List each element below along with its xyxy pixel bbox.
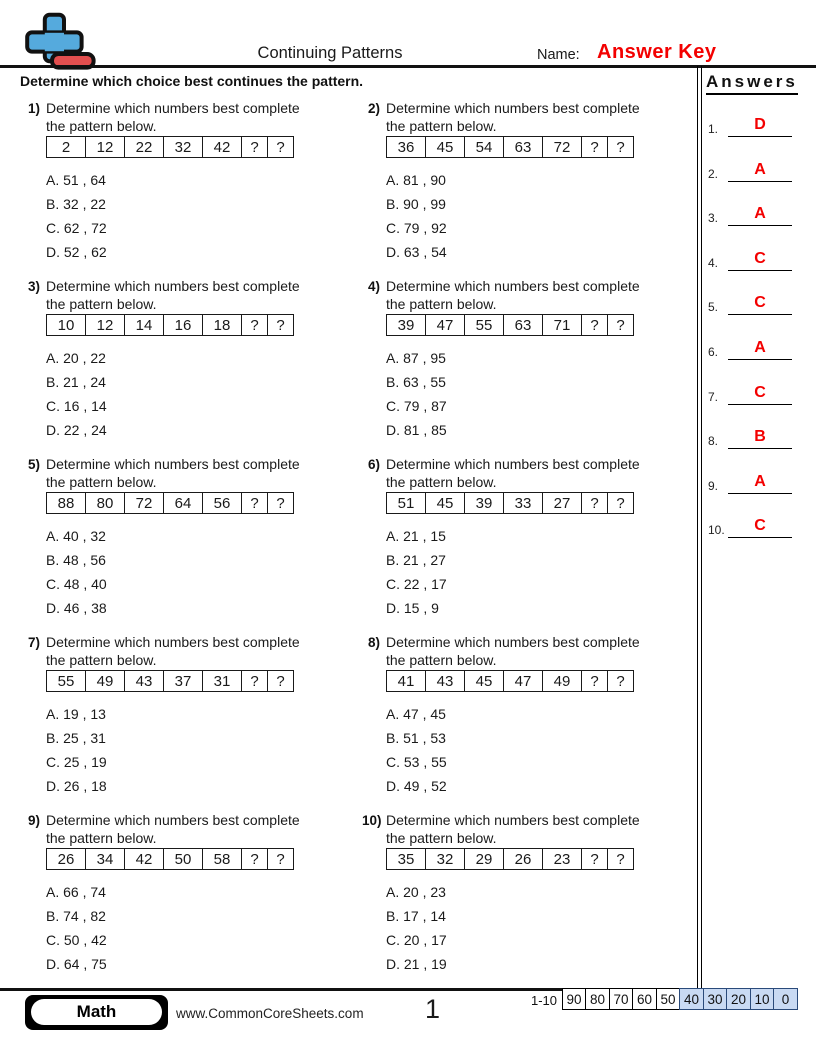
subject-label: Math xyxy=(31,999,162,1025)
question-number: 4) xyxy=(367,279,380,294)
sequence-cell: 42 xyxy=(125,849,164,870)
pattern-sequence-table xyxy=(386,848,634,870)
choice-option: A. 51 , 64 xyxy=(46,172,106,188)
pattern-sequence-table xyxy=(46,136,294,158)
answer-number: 8. xyxy=(708,434,719,449)
answer-letter: A xyxy=(754,472,766,490)
sequence-unknown-cell: ? xyxy=(608,137,634,158)
pattern-sequence-table xyxy=(386,314,634,336)
answer-number: 10. xyxy=(708,523,725,538)
sequence-cell: 71 xyxy=(543,315,582,336)
choice-list xyxy=(46,346,352,442)
question-body xyxy=(46,634,352,798)
question-block xyxy=(362,634,692,798)
sequence-unknown-cell: ? xyxy=(608,493,634,514)
sequence-cell: 14 xyxy=(125,315,164,336)
prompt-line2: the pattern below. xyxy=(386,117,497,134)
sequence-unknown-cell: ? xyxy=(608,849,634,870)
question-prompt xyxy=(386,634,692,669)
choice-list xyxy=(386,168,692,264)
choice-list xyxy=(46,702,352,798)
choice-option: A. 40 , 32 xyxy=(46,528,106,544)
answer-item xyxy=(704,237,810,271)
prompt-line1: Determine which numbers best complete xyxy=(46,100,300,116)
choice-option: A. 19 , 13 xyxy=(46,706,106,722)
sequence-cell: 26 xyxy=(47,849,86,870)
sequence-cell: 49 xyxy=(86,671,125,692)
answer-number: 7. xyxy=(708,389,719,404)
question-block xyxy=(22,812,352,976)
question-block xyxy=(362,456,692,620)
question-number: 6) xyxy=(367,457,380,472)
sequence-cell: 80 xyxy=(86,493,125,514)
header-divider xyxy=(0,65,816,68)
answer-blank-line xyxy=(728,448,792,449)
sequence-cell: 41 xyxy=(387,671,426,692)
sequence-cell: 32 xyxy=(164,137,203,158)
choice-option: B. 25 , 31 xyxy=(46,730,106,746)
sequence-cell: 72 xyxy=(125,493,164,514)
answer-letter: C xyxy=(754,383,766,401)
choice-list xyxy=(386,524,692,620)
sequence-cell: 36 xyxy=(387,137,426,158)
score-cell: 10 xyxy=(750,988,775,1010)
sequence-cell: 29 xyxy=(465,849,504,870)
choice-option: B. 21 , 27 xyxy=(386,552,446,568)
question-prompt xyxy=(46,456,352,491)
choice-option: B. 74 , 82 xyxy=(46,908,106,924)
question-block xyxy=(22,100,352,264)
score-cell: 80 xyxy=(585,988,610,1010)
answer-item xyxy=(704,281,810,315)
sequence-cell: 39 xyxy=(387,315,426,336)
choice-option: C. 22 , 17 xyxy=(386,576,447,592)
score-cell: 20 xyxy=(726,988,751,1010)
prompt-line1: Determine which numbers best complete xyxy=(386,100,640,116)
score-cell: 90 xyxy=(562,988,587,1010)
question-number: 8) xyxy=(367,635,380,650)
sequence-cell: 58 xyxy=(203,849,242,870)
choice-option: B. 51 , 53 xyxy=(386,730,446,746)
prompt-line1: Determine which numbers best complete xyxy=(386,812,640,828)
pattern-sequence-table xyxy=(46,848,294,870)
question-body xyxy=(386,456,692,620)
choice-option: B. 32 , 22 xyxy=(46,196,106,212)
question-prompt xyxy=(386,456,692,491)
score-strip xyxy=(563,988,798,1010)
choice-option: C. 79 , 87 xyxy=(386,398,447,414)
answer-letter: A xyxy=(754,205,766,223)
question-number: 1) xyxy=(27,101,40,116)
answer-blank-line xyxy=(728,136,792,137)
question-block xyxy=(22,456,352,620)
choice-option: A. 20 , 23 xyxy=(386,884,446,900)
sequence-unknown-cell: ? xyxy=(582,493,608,514)
question-body xyxy=(386,278,692,442)
answer-blank-line xyxy=(728,493,792,494)
answer-number: 3. xyxy=(708,211,719,226)
pattern-sequence-table xyxy=(46,314,294,336)
answer-number: 1. xyxy=(708,122,719,136)
sequence-cell: 32 xyxy=(426,849,465,870)
choice-option: B. 21 , 24 xyxy=(46,374,106,390)
question-block xyxy=(362,812,692,976)
sequence-cell: 47 xyxy=(504,671,543,692)
prompt-line2: the pattern below. xyxy=(46,651,157,668)
score-cell: 30 xyxy=(703,988,728,1010)
sequence-cell: 18 xyxy=(203,315,242,336)
sequence-cell: 55 xyxy=(47,671,86,692)
subject-badge xyxy=(25,995,168,1030)
prompt-line2: the pattern below. xyxy=(386,651,497,668)
choice-option: D. 63 , 54 xyxy=(386,244,447,260)
sequence-cell: 31 xyxy=(203,671,242,692)
sequence-unknown-cell: ? xyxy=(242,671,268,692)
score-cell: 50 xyxy=(656,988,681,1010)
page-number: 1 xyxy=(425,994,441,1024)
answer-number: 6. xyxy=(708,345,719,359)
choice-list xyxy=(46,880,352,976)
choice-option: D. 15 , 9 xyxy=(386,600,439,616)
choice-list xyxy=(386,346,692,442)
prompt-line2: the pattern below. xyxy=(386,295,497,312)
answer-blank-line xyxy=(728,181,792,182)
answer-item xyxy=(704,415,810,449)
choice-option: A. 21 , 15 xyxy=(386,528,446,544)
sequence-unknown-cell: ? xyxy=(242,493,268,514)
choice-option: D. 26 , 18 xyxy=(46,778,107,794)
choice-option: B. 90 , 99 xyxy=(386,196,446,212)
question-block xyxy=(362,278,692,442)
sequence-unknown-cell: ? xyxy=(582,137,608,158)
prompt-line2: the pattern below. xyxy=(46,295,157,312)
sequence-cell: 43 xyxy=(125,671,164,692)
choice-option: C. 62 , 72 xyxy=(46,220,107,236)
answer-blank-line xyxy=(728,537,792,538)
answer-item xyxy=(704,504,810,538)
sequence-cell: 26 xyxy=(504,849,543,870)
choice-option: A. 87 , 95 xyxy=(386,350,446,366)
score-cell: 0 xyxy=(773,988,798,1010)
sequence-cell: 54 xyxy=(465,137,504,158)
answer-blank-line xyxy=(728,225,792,226)
sequence-cell: 56 xyxy=(203,493,242,514)
footer-divider xyxy=(0,988,563,991)
choice-option: D. 46 , 38 xyxy=(46,600,107,616)
choice-option: D. 64 , 75 xyxy=(46,956,107,972)
sequence-cell: 10 xyxy=(47,315,86,336)
sequence-cell: 27 xyxy=(543,493,582,514)
answers-panel-title: Answers xyxy=(706,72,798,95)
question-number: 10) xyxy=(362,813,382,828)
sequence-cell: 42 xyxy=(203,137,242,158)
sequence-cell: 64 xyxy=(164,493,203,514)
sequence-unknown-cell: ? xyxy=(242,849,268,870)
score-range-label: 1-10 xyxy=(531,993,558,1008)
answer-blank-line xyxy=(728,359,792,360)
sequence-cell: 45 xyxy=(426,493,465,514)
choice-option: C. 20 , 17 xyxy=(386,932,447,948)
sequence-unknown-cell: ? xyxy=(242,315,268,336)
prompt-line1: Determine which numbers best complete xyxy=(46,634,300,650)
choice-list xyxy=(46,524,352,620)
choice-option: D. 52 , 62 xyxy=(46,244,107,260)
answer-letter: C xyxy=(754,294,766,312)
sequence-cell: 16 xyxy=(164,315,203,336)
question-body xyxy=(386,100,692,264)
sequence-unknown-cell: ? xyxy=(608,315,634,336)
choice-option: C. 25 , 19 xyxy=(46,754,107,770)
answer-number: 9. xyxy=(708,478,719,493)
choice-option: D. 21 , 19 xyxy=(386,956,447,972)
choice-option: D. 49 , 52 xyxy=(386,778,447,794)
sequence-unknown-cell: ? xyxy=(582,849,608,870)
answer-letter: D xyxy=(754,116,766,133)
sequence-unknown-cell: ? xyxy=(268,315,294,336)
sequence-unknown-cell: ? xyxy=(268,849,294,870)
question-prompt xyxy=(46,634,352,669)
sequence-cell: 34 xyxy=(86,849,125,870)
pattern-sequence-table xyxy=(386,492,634,514)
question-number: 7) xyxy=(27,635,40,650)
sequence-cell: 63 xyxy=(504,137,543,158)
sequence-unknown-cell: ? xyxy=(582,315,608,336)
choice-option: B. 48 , 56 xyxy=(46,552,106,568)
question-number: 2) xyxy=(367,101,380,116)
sequence-unknown-cell: ? xyxy=(242,137,268,158)
answer-letter: C xyxy=(754,249,766,267)
question-number: 5) xyxy=(27,457,40,472)
answer-item xyxy=(704,371,810,405)
choice-option: D. 22 , 24 xyxy=(46,422,107,438)
sequence-cell: 50 xyxy=(164,849,203,870)
sequence-cell: 45 xyxy=(465,671,504,692)
sequence-cell: 43 xyxy=(426,671,465,692)
choice-option: D. 81 , 85 xyxy=(386,422,447,438)
answer-number: 2. xyxy=(708,166,719,181)
sequence-cell: 72 xyxy=(543,137,582,158)
sequence-cell: 2 xyxy=(47,137,86,158)
question-body xyxy=(46,100,352,264)
choice-option: C. 79 , 92 xyxy=(386,220,447,236)
choice-option: C. 48 , 40 xyxy=(46,576,107,592)
sequence-cell: 63 xyxy=(504,315,543,336)
question-prompt xyxy=(46,278,352,313)
prompt-line1: Determine which numbers best complete xyxy=(386,456,640,472)
prompt-line1: Determine which numbers best complete xyxy=(46,456,300,472)
answer-item xyxy=(704,460,810,494)
answer-blank-line xyxy=(728,404,792,405)
question-number: 3) xyxy=(27,279,40,294)
sequence-unknown-cell: ? xyxy=(582,671,608,692)
choice-list xyxy=(386,702,692,798)
choice-option: B. 63 , 55 xyxy=(386,374,446,390)
sequence-cell: 39 xyxy=(465,493,504,514)
prompt-line1: Determine which numbers best complete xyxy=(46,278,300,294)
choice-option: C. 16 , 14 xyxy=(46,398,107,414)
choice-option: C. 50 , 42 xyxy=(46,932,107,948)
question-block xyxy=(362,100,692,264)
question-prompt xyxy=(386,812,692,847)
name-label: Name: xyxy=(537,47,580,63)
sequence-cell: 47 xyxy=(426,315,465,336)
sequence-cell: 88 xyxy=(47,493,86,514)
question-number: 9) xyxy=(27,813,40,828)
answer-key-label: Answer Key xyxy=(597,41,717,63)
sequence-unknown-cell: ? xyxy=(268,671,294,692)
answer-item xyxy=(704,148,810,182)
sequence-unknown-cell: ? xyxy=(268,137,294,158)
question-body xyxy=(46,812,352,976)
question-prompt xyxy=(386,100,692,135)
score-cell: 70 xyxy=(609,988,634,1010)
choice-option: B. 17 , 14 xyxy=(386,908,446,924)
answer-number: 5. xyxy=(708,300,719,315)
answer-number: 4. xyxy=(708,255,719,270)
question-body xyxy=(386,634,692,798)
prompt-line2: the pattern below. xyxy=(46,117,157,134)
choice-list xyxy=(46,168,352,264)
question-prompt xyxy=(386,278,692,313)
sequence-cell: 45 xyxy=(426,137,465,158)
answer-letter: C xyxy=(754,517,766,535)
prompt-line2: the pattern below. xyxy=(46,473,157,490)
answers-panel-divider xyxy=(697,66,702,988)
answer-letter: A xyxy=(754,339,766,356)
sequence-cell: 35 xyxy=(387,849,426,870)
answer-letter: B xyxy=(754,428,766,446)
page-title: Continuing Patterns xyxy=(257,44,403,62)
answer-item xyxy=(704,326,810,360)
question-body xyxy=(386,812,692,976)
pattern-sequence-table xyxy=(386,136,634,158)
answer-blank-line xyxy=(728,314,792,315)
sequence-unknown-cell: ? xyxy=(608,671,634,692)
sequence-cell: 51 xyxy=(387,493,426,514)
question-block xyxy=(22,634,352,798)
answer-blank-line xyxy=(728,270,792,271)
sequence-cell: 23 xyxy=(543,849,582,870)
choice-option: A. 47 , 45 xyxy=(386,706,446,722)
prompt-line2: the pattern below. xyxy=(46,829,157,846)
choice-option: A. 66 , 74 xyxy=(46,884,106,900)
score-cell: 40 xyxy=(679,988,704,1010)
pattern-sequence-table xyxy=(46,670,294,692)
answer-item xyxy=(704,103,810,137)
prompt-line1: Determine which numbers best complete xyxy=(46,812,300,828)
prompt-line1: Determine which numbers best complete xyxy=(386,278,640,294)
sequence-cell: 22 xyxy=(125,137,164,158)
pattern-sequence-table xyxy=(386,670,634,692)
sequence-cell: 49 xyxy=(543,671,582,692)
site-url: www.CommonCoreSheets.com xyxy=(176,1006,364,1021)
question-body xyxy=(46,278,352,442)
sequence-cell: 33 xyxy=(504,493,543,514)
choice-list xyxy=(386,880,692,976)
choice-option: A. 81 , 90 xyxy=(386,172,446,188)
sequence-cell: 55 xyxy=(465,315,504,336)
sequence-unknown-cell: ? xyxy=(268,493,294,514)
prompt-line2: the pattern below. xyxy=(386,473,497,490)
question-block xyxy=(22,278,352,442)
answer-letter: A xyxy=(754,160,766,178)
sequence-cell: 37 xyxy=(164,671,203,692)
question-prompt xyxy=(46,100,352,135)
sequence-cell: 12 xyxy=(86,137,125,158)
choice-option: C. 53 , 55 xyxy=(386,754,447,770)
pattern-sequence-table xyxy=(46,492,294,514)
question-prompt xyxy=(46,812,352,847)
prompt-line1: Determine which numbers best complete xyxy=(386,634,640,650)
answer-item xyxy=(704,192,810,226)
sequence-cell: 12 xyxy=(86,315,125,336)
question-body xyxy=(46,456,352,620)
choice-option: A. 20 , 22 xyxy=(46,350,106,366)
score-cell: 60 xyxy=(632,988,657,1010)
prompt-line2: the pattern below. xyxy=(386,829,497,846)
worksheet-instruction: Determine which choice best continues the pattern. xyxy=(20,73,364,89)
